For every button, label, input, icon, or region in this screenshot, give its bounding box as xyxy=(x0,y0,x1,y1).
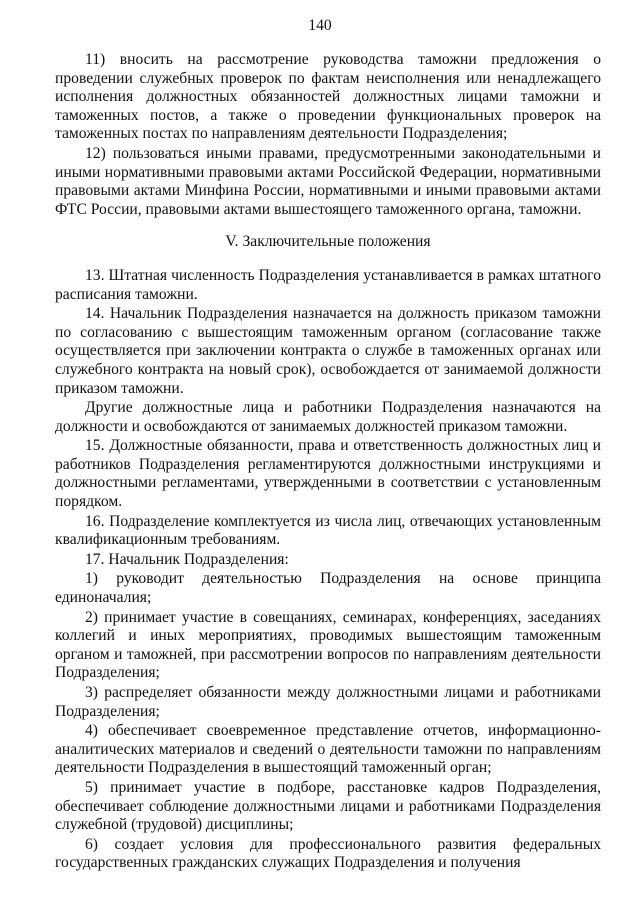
paragraph-13: 13. Штатная численность Подразделения устанавливается в рамках штатного расписания таможни. xyxy=(55,266,601,303)
paragraph-17-item-4: 4) обеспечивает своевременное представление отчетов, информационно-аналитических материалов и сведений о деятельности таможни по направлениям деятельности Подразделения в вышестоящий таможенный орган; xyxy=(55,722,601,777)
paragraph-17-item-3: 3) распределяет обязанности между должностными лицами и работниками Подразделения; xyxy=(55,684,601,720)
page-number: 140 xyxy=(308,17,332,34)
document-body xyxy=(55,51,601,874)
paragraph-item-11: 11) вносить на рассмотрение руководства таможни предложения о проведении служебных проверок по фактам неисполнения или ненадлежащего исполнения должностных обязанностей должностных лицами таможни и таможенных постов, а также о проведении функциональных проверок на таможенных постах по направлениям деятельности Подразделения; xyxy=(55,51,601,143)
paragraph-17-item-1: 1) руководит деятельностью Подразделения на основе принципа единоначалия; xyxy=(55,570,601,607)
paragraph-17: 17. Начальник Подразделения: xyxy=(85,550,289,568)
paragraph-17-item-5: 5) принимает участие в подборе, расстановке кадров Подразделения, обеспечивает соблюдение должностными лицами и работниками Подразделения служебной (трудовой) дисциплины; xyxy=(55,778,601,834)
paragraph-14-other-staff: Другие должностные лица и работники Подразделения назначаются на должности и освобождаются от занимаемых должностей приказом таможни. xyxy=(55,399,601,435)
paragraph-item-12: 12) пользоваться иными правами, предусмотренными законодательными и иными нормативными правовыми актами Российской Федерации, нормативными правовыми актами Минфина России, нормативными и иными правовыми актами ФТС России, правовыми актами вышестоящего таможенного органа, таможни. xyxy=(55,144,601,218)
paragraph-16: 16. Подразделение комплектуется из числа лиц, отвечающих установленным квалификационным требованиям. xyxy=(55,512,601,549)
paragraph-17-item-6: 6) создает условия для профессионального развития федеральных государственных гражданских служащих Подразделения и получения xyxy=(55,835,601,872)
paragraph-14: 14. Начальник Подразделения назначается на должность приказом таможни по согласованию с вышестоящим таможенным органом (согласование также осуществляется при заключении контракта о службе в таможенных органах или служебного контракта на новый срок), освобождается от занимаемой должности приказом таможни. xyxy=(55,305,601,397)
paragraph-15: 15. Должностные обязанности, права и ответственность должностных лиц и работников Подразделения регламентируются должностными инструкциями и должностными регламентами, утвержденными в соответствии с установленным порядком. xyxy=(55,437,601,511)
paragraph-17-item-2: 2) принимает участие в совещаниях, семинарах, конференциях, заседаниях коллегий и иных мероприятиях, проводимых вышестоящим таможенным органом и таможней, при рассмотрении вопросов по направлениям деятельности Подразделения; xyxy=(55,608,601,682)
section-heading: V. Заключительные положения xyxy=(225,233,431,251)
